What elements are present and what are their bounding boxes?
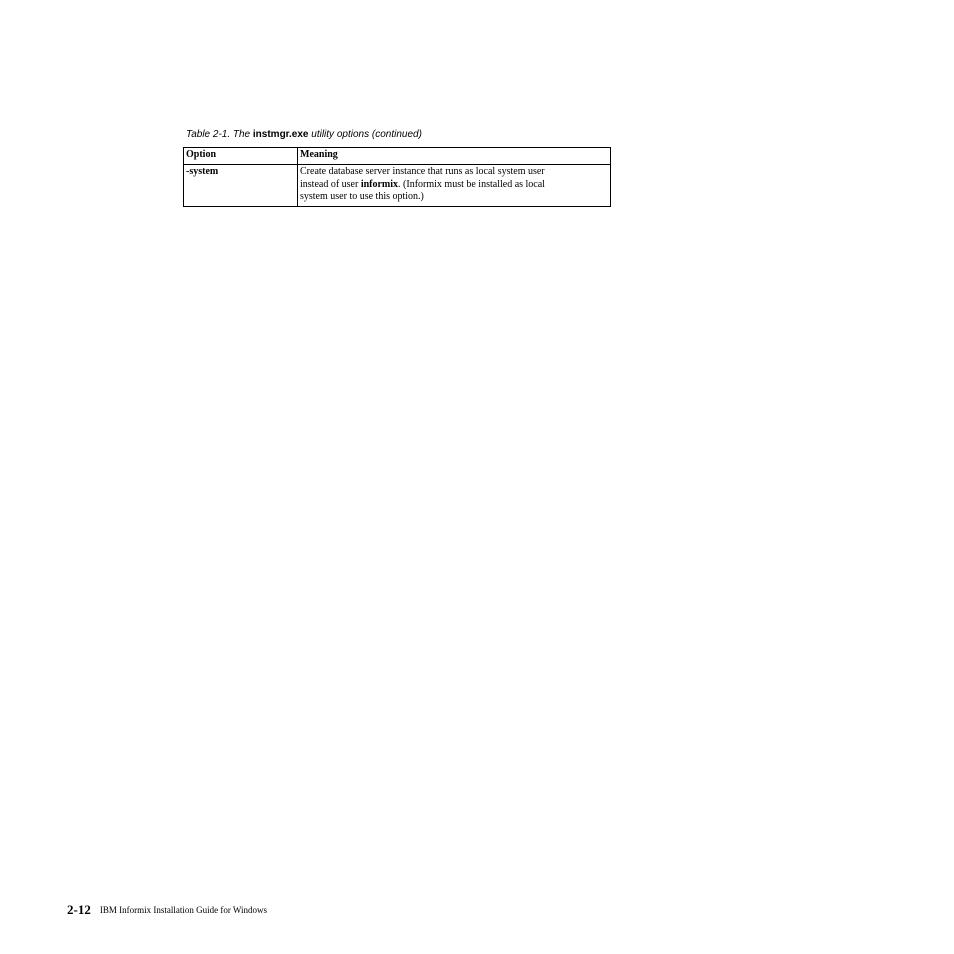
meaning-text: . (Informix must be installed as local	[398, 178, 545, 190]
meaning-text: instead of user	[300, 178, 361, 190]
column-header-meaning: Meaning	[298, 148, 611, 165]
meaning-cell	[298, 165, 611, 207]
option-cell: -system	[184, 165, 298, 207]
book-title: IBM Informix Installation Guide for Windows	[99, 905, 268, 915]
table-header-row	[184, 148, 611, 165]
caption-prefix: Table 2-1. The	[186, 129, 253, 140]
column-header-option: Option	[184, 148, 298, 165]
meaning-line: Create database server instance that runs as local system user	[300, 166, 545, 177]
table-row	[184, 165, 611, 207]
table-caption	[186, 129, 422, 141]
page-number: 2-12	[67, 902, 91, 917]
meaning-user-name: informix	[360, 178, 399, 190]
options-table	[183, 147, 611, 207]
page-footer	[67, 901, 267, 919]
caption-command: instmgr.exe	[252, 129, 309, 140]
caption-suffix: utility options (continued)	[308, 129, 422, 140]
meaning-line: system user to use this option.)	[300, 191, 424, 202]
